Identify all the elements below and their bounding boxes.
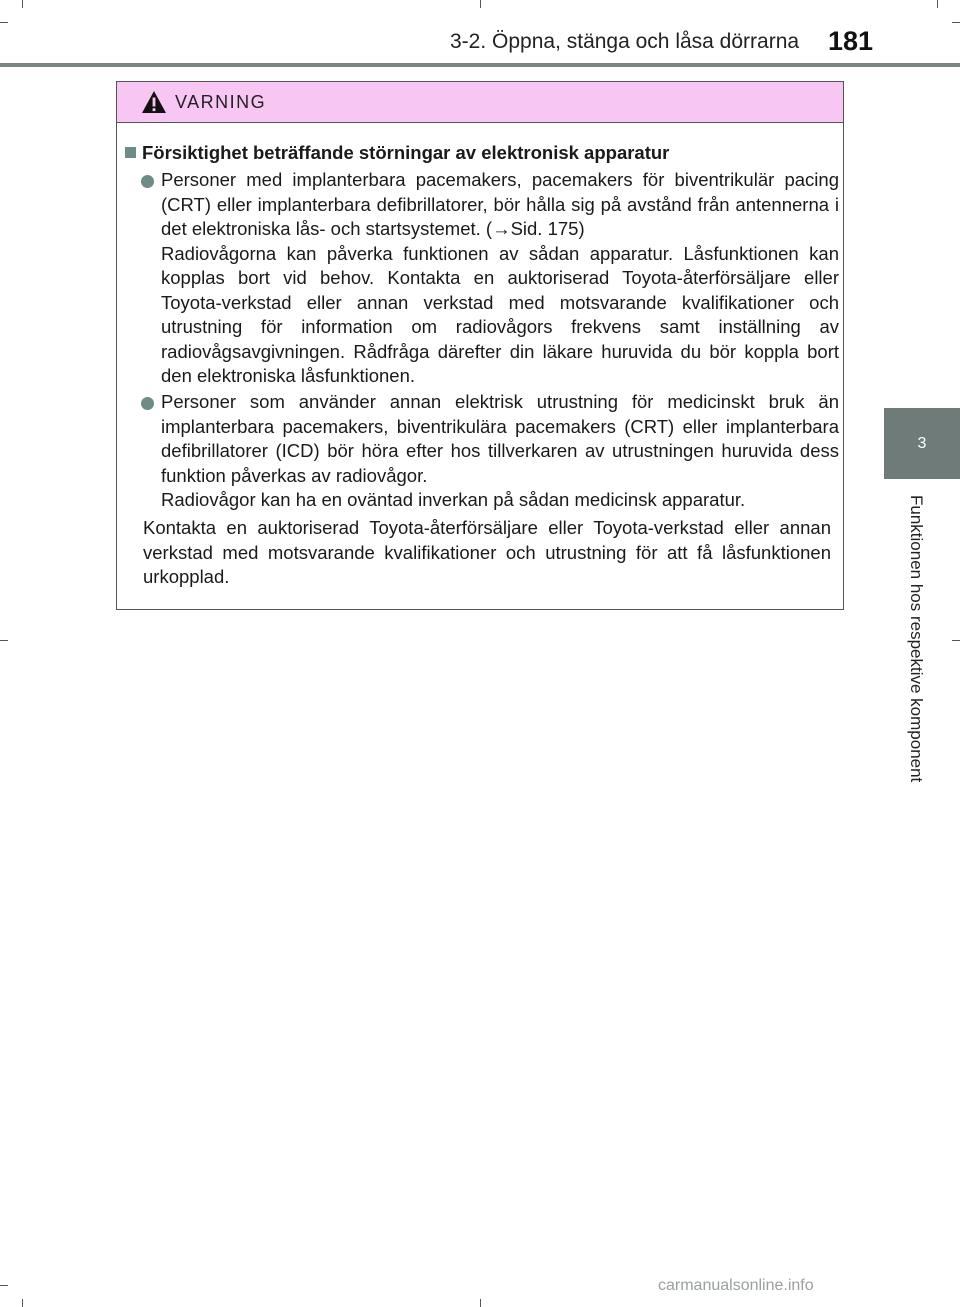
crop-mark: [937, 0, 938, 8]
crop-mark: [0, 22, 8, 23]
watermark: carmanualsonline.info: [658, 1277, 814, 1294]
bullet-text: Radiovågorna kan påverka funktionen av sådan apparatur. Låsfunktionen kan kopplas bort vid behov. Kontakta en auktoriserad Toyota-återförsäljare eller Toyota-verkstad eller annan verkstad med motsvarande kvalifikationer och utrustning för information om radiovågors frekvens samt inställning av radiovågsavgivningen. Rådfråga därefter din läkare huruvida du bör koppla bort den elektroniska låsfunktionen.: [161, 242, 839, 386]
warning-triangle-icon: [141, 90, 167, 114]
bullet-text: Personer som använder annan elektrisk utrustning för medicinskt bruk än implanterbara pacemakers, biventrikulära pacemakers (CRT) eller implanterbara defibrillatorer (ICD) bör höra efter hos tillverkaren av utrustningen huruvida dess funktion påverkas av radiovågor.: [161, 391, 839, 486]
crop-mark: [0, 1285, 8, 1286]
warning-label: VARNING: [175, 91, 267, 112]
list-item: [161, 390, 839, 513]
square-bullet-icon: [125, 147, 136, 158]
bullet-text: Radiovågor kan ha en oväntad inverkan på sådan medicinsk apparatur.: [161, 489, 746, 510]
chapter-number: 3: [917, 434, 927, 452]
round-bullet-icon: [141, 175, 154, 188]
crop-mark: [0, 640, 8, 641]
crop-mark: [22, 0, 23, 8]
page-number: 181: [828, 26, 874, 56]
chapter-side-label: Funktionen hos respektive komponent: [907, 495, 926, 783]
list-item: [161, 168, 839, 389]
crop-mark: [952, 22, 960, 23]
header-divider: [0, 63, 960, 67]
bullet-text: Personer med implanterbara pacemakers, pacemakers för biventrikulär pacing (CRT) eller implanterbara defibrillatorer, bör hålla sig på avstånd från antennerna i det elektroniska lås- och startsystemet. (→Sid. 175): [161, 169, 839, 239]
crop-mark: [952, 640, 960, 641]
crop-mark: [22, 1299, 23, 1307]
warning-box: [116, 81, 844, 610]
crop-mark: [480, 0, 481, 8]
section-title-header: 3-2. Öppna, stänga och låsa dörrarna: [450, 30, 800, 53]
warning-section-title: Försiktighet beträffande störningar av elektronisk apparatur: [125, 142, 669, 164]
round-bullet-icon: [141, 397, 154, 410]
closing-paragraph: Kontakta en auktoriserad Toyota-återförsäljare eller Toyota-verkstad eller annan verkstad med motsvarande kvalifikationer och utrustning för att få låsfunktionen urkopplad.: [143, 517, 831, 587]
warning-header: [117, 82, 843, 123]
crop-mark: [480, 1299, 481, 1307]
chapter-tab: [884, 408, 960, 479]
